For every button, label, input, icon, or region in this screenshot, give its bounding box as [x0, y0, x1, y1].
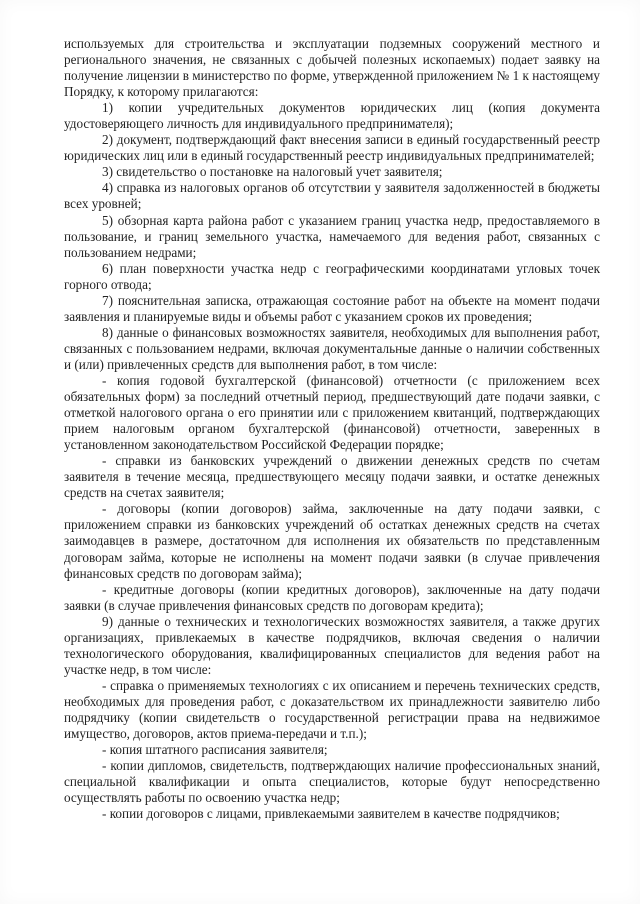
item-1-founding-documents: 1) копии учредительных документов юридических лиц (копия документа удостоверяющего личность для индивидуального предпринимателя); — [64, 100, 600, 132]
item-8-annual-report: - копия годовой бухгалтерской (финансовой) отчетности (с приложением всех обязательных форм) за последний отчетный период, предшествующий дате подачи заявки, с отметкой налогового органа о его принятии или с приложением квитанций, подтверждающих прием налоговым органом бухгалтерской (финансовой) отчетности, заверенных в установленном законодательством Российской Федерации порядке; — [64, 372, 600, 453]
item-8-financial-data: 8) данные о финансовых возможностях заявителя, необходимых для выполнения работ, связанных с пользованием недрами, включая документальные данные о наличии собственных и (или) привлеченных средств для выполнения работ, в том числе: — [64, 324, 600, 372]
item-3-tax-registration: 3) свидетельство о постановке на налоговый учет заявителя; — [102, 164, 443, 180]
item-9-technology-certificate: - справка о применяемых технологиях с их описанием и перечень технических средств, необходимых для проведения работ, с доказательством их принадлежности заявителю либо подрядчику (копии свидетельств о государственной регистрации права на недвижимое имущество, договоров, актов приема-передачи и т.п.); — [64, 677, 600, 742]
item-5-overview-map: 5) обзорная карта района работ с указанием границ участка недр, предоставляемого в пользование, и границ земельного участка, намечаемого для ведения работ, связанных с пользованием недрами; — [64, 212, 600, 260]
item-8-bank-statements: - справки из банковских учреждений о движении денежных средств по счетам заявителя в течение месяца, предшествующего месяцу подачи заявки, и остатке денежных средств на счетах заявителя; — [64, 453, 600, 501]
item-9-technical-data: 9) данные о технических и технологических возможностях заявителя, а также других организациях, привлекаемых в качестве подрядчиков, включая сведения о наличии технологического оборудования, квалифицированных специалистов для ведения работ на участке недр, в том числе: — [64, 613, 600, 677]
item-9-staff-schedule: - копия штатного расписания заявителя; — [102, 742, 328, 758]
item-8-credit-agreements: - кредитные договоры (копии кредитных договоров), заключенные на дату подачи заявки (в случае привлечения финансовых средств по договорам кредита); — [64, 581, 600, 613]
intro-paragraph: используемых для строительства и эксплуатации подземных сооружений местного и регионального значения, не связанных с добычей полезных ископаемых) подает заявку на получение лицензии в министерство по форме, утвержденной приложением № 1 к настоящему Порядку, к которому прилагаются: — [64, 36, 600, 100]
item-9-diplomas: - копии дипломов, свидетельств, подтверждающих наличие профессиональных знаний, специальной квалификации и опыта специалистов, которые будут непосредственно осуществлять работы по освоению участка недр; — [64, 758, 600, 806]
document-page — [64, 36, 600, 822]
item-2-registry-record: 2) документ, подтверждающий факт внесения записи в единый государственный реестр юридических лиц или в единый государственный реестр индивидуальных предпринимателей; — [64, 132, 600, 164]
item-9-contractor-agreements: - копии договоров с лицами, привлекаемыми заявителем в качестве подрядчиков; — [102, 806, 560, 822]
item-8-loan-agreements: - договоры (копии договоров) займа, заключенные на дату подачи заявки, с приложением справки из банковских учреждений об остатках денежных средств на счетах заимодавцев в размере, достаточном для исполнения их обязательств по представленным договорам займа, которые не исполнены на момент подачи заявки (в случае привлечения финансовых средств по договорам займа); — [64, 501, 600, 581]
item-4-tax-debt-certificate: 4) справка из налоговых органов об отсутствии у заявителя задолженностей в бюджеты всех уровней; — [64, 180, 600, 212]
item-7-explanatory-note: 7) пояснительная записка, отражающая состояние работ на объекте на момент подачи заявления и планируемые виды и объемы работ с указанием сроков их проведения; — [64, 292, 600, 324]
item-6-surface-plan: 6) план поверхности участка недр с географическими координатами угловых точек горного отвода; — [64, 260, 600, 292]
